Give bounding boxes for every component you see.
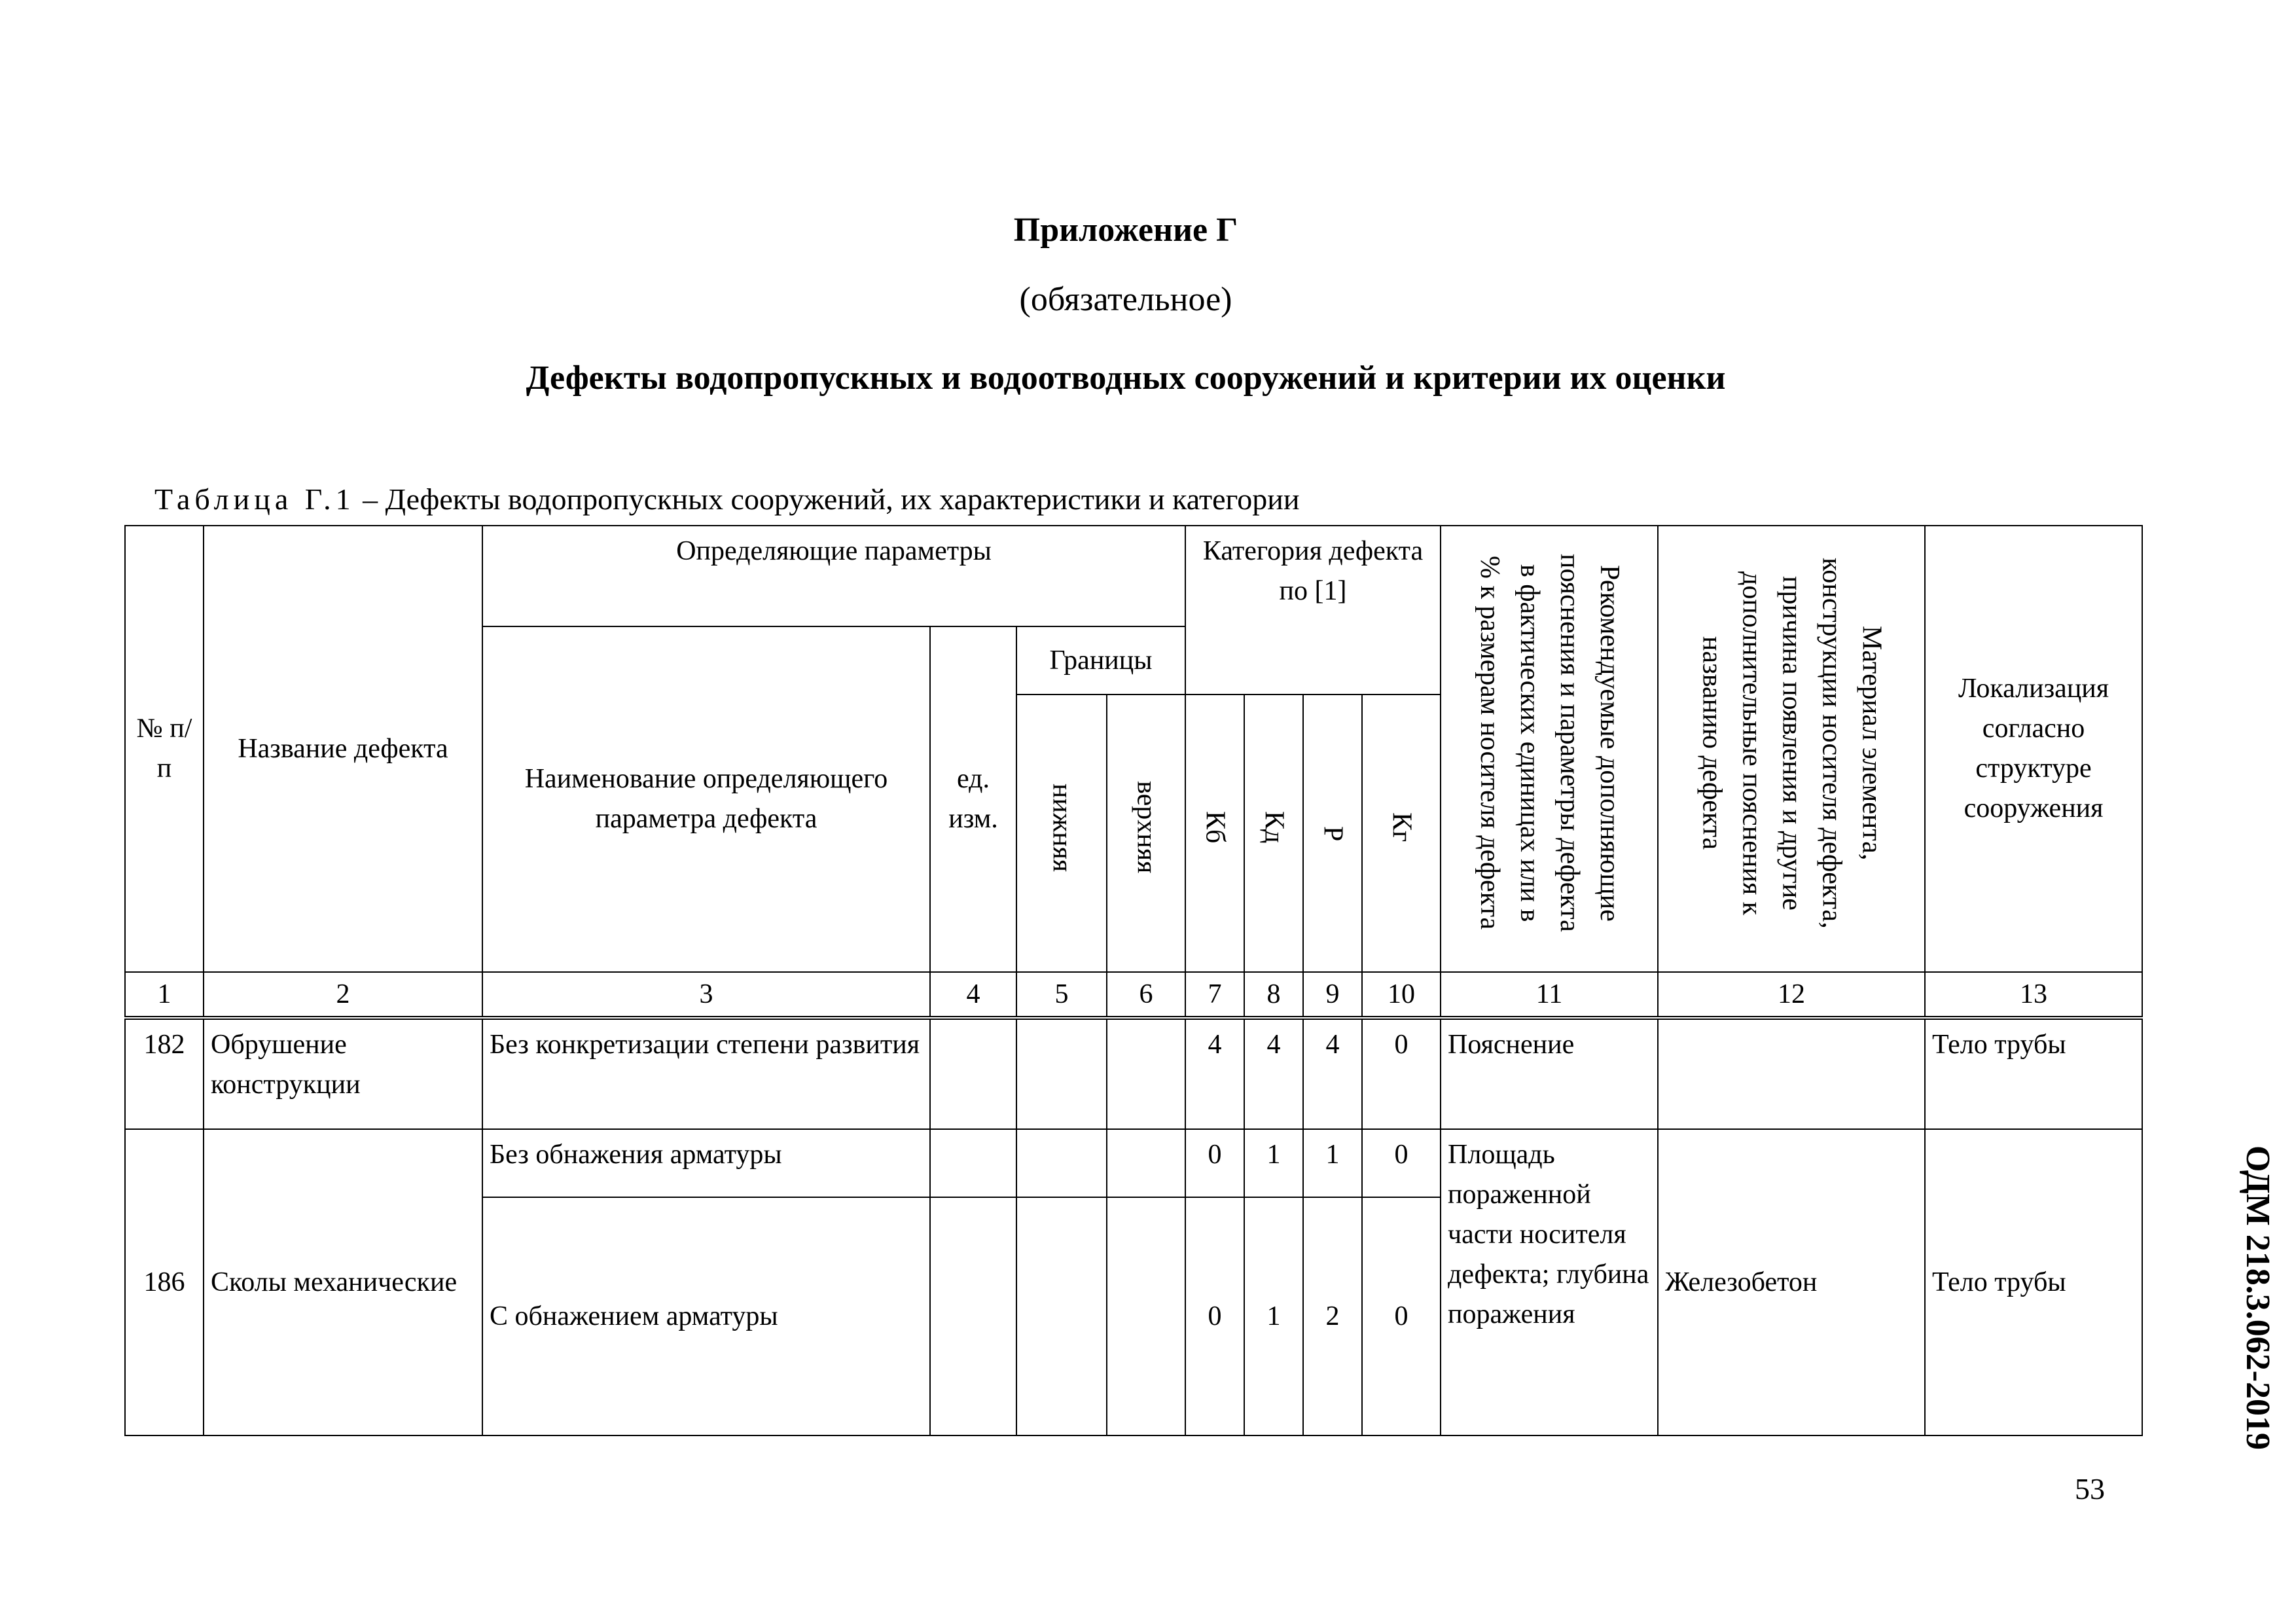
cell-num: 186 bbox=[125, 1129, 204, 1435]
section-title: Дефекты водопропускных и водоотводных сооружений и критерии их оценки bbox=[526, 359, 1726, 397]
header-material bbox=[1658, 526, 1925, 972]
column-number: 3 bbox=[482, 972, 930, 1018]
cell-note: Площадь пораженной части носителя дефекта; глубина поражения bbox=[1441, 1129, 1658, 1435]
column-number: 7 bbox=[1185, 972, 1244, 1018]
table-row bbox=[125, 1018, 2142, 1129]
cell-r: 2 bbox=[1303, 1197, 1362, 1435]
cell-localization: Тело трубы bbox=[1925, 1129, 2142, 1435]
cell-unit bbox=[930, 1018, 1016, 1129]
table-caption bbox=[154, 482, 1300, 516]
cell-upper bbox=[1107, 1197, 1185, 1435]
column-number: 2 bbox=[204, 972, 482, 1018]
header-localization: Локализация согласно структуре сооружения bbox=[1925, 526, 2142, 972]
table-row bbox=[125, 1129, 2142, 1197]
column-number-row bbox=[125, 972, 2142, 1018]
header-kg bbox=[1362, 695, 1441, 972]
header-upper-text: верхняя bbox=[1131, 781, 1162, 874]
column-number: 6 bbox=[1107, 972, 1185, 1018]
cell-param: С обнажением арматуры bbox=[482, 1197, 930, 1435]
column-number: 12 bbox=[1658, 972, 1925, 1018]
cell-num: 182 bbox=[125, 1018, 204, 1129]
header-unit: ед. изм. bbox=[930, 626, 1016, 972]
cell-material bbox=[1658, 1018, 1925, 1129]
document-code: ОДМ 218.3.062-2019 bbox=[2239, 1146, 2276, 1451]
defects-table bbox=[124, 525, 2143, 1436]
header-r bbox=[1303, 695, 1362, 972]
header-category: Категория дефекта по [1] bbox=[1185, 526, 1441, 695]
page-subtitle: (обязательное) bbox=[1019, 281, 1232, 318]
column-number: 10 bbox=[1362, 972, 1441, 1018]
header-lower bbox=[1016, 695, 1107, 972]
cell-name: Сколы механические bbox=[204, 1129, 482, 1435]
cell-unit bbox=[930, 1129, 1016, 1197]
cell-name: Обрушение конструкции bbox=[204, 1018, 482, 1129]
column-number: 13 bbox=[1925, 972, 2142, 1018]
cell-upper bbox=[1107, 1018, 1185, 1129]
column-number: 8 bbox=[1244, 972, 1303, 1018]
cell-r: 4 bbox=[1303, 1018, 1362, 1129]
header-kb bbox=[1185, 695, 1244, 972]
cell-kg: 0 bbox=[1362, 1197, 1441, 1435]
cell-localization: Тело трубы bbox=[1925, 1018, 2142, 1129]
header-bounds: Границы bbox=[1016, 626, 1185, 695]
cell-lower bbox=[1016, 1197, 1107, 1435]
cell-kd: 1 bbox=[1244, 1197, 1303, 1435]
header-kb-text: Кб bbox=[1200, 811, 1230, 844]
header-num: № п/п bbox=[125, 526, 204, 972]
header-row-1 bbox=[125, 526, 2142, 626]
column-number: 11 bbox=[1441, 972, 1658, 1018]
cell-kb: 0 bbox=[1185, 1129, 1244, 1197]
cell-material: Железобетон bbox=[1658, 1129, 1925, 1435]
cell-param: Без обнажения арматуры bbox=[482, 1129, 930, 1197]
header-param-name: Наименование определяющего параметра дефекта bbox=[482, 626, 930, 972]
cell-lower bbox=[1016, 1129, 1107, 1197]
header-recommended-text: Рекомендуемые дополняющие пояснения и параметры дефекта в фактических единицах или в % к размерам носителя дефекта bbox=[1475, 554, 1624, 932]
header-params: Определяющие параметры bbox=[482, 526, 1185, 626]
cell-lower bbox=[1016, 1018, 1107, 1129]
header-kd-text: Кд bbox=[1259, 811, 1289, 844]
header-name: Название дефекта bbox=[204, 526, 482, 972]
header-recommended bbox=[1441, 526, 1658, 972]
table-caption-text: – Дефекты водопропускных сооружений, их характеристики и категории bbox=[355, 482, 1300, 516]
header-r-text: Р bbox=[1318, 826, 1348, 842]
header-upper bbox=[1107, 695, 1185, 972]
cell-r: 1 bbox=[1303, 1129, 1362, 1197]
cell-kb: 4 bbox=[1185, 1018, 1244, 1129]
cell-kd: 1 bbox=[1244, 1129, 1303, 1197]
header-material-text: Материал элемента, конструкции носителя дефекта, причина появления и другие дополнительные пояснения к названию дефекта bbox=[1696, 557, 1887, 929]
table-caption-prefix: Таблица Г.1 bbox=[154, 482, 355, 516]
column-number: 1 bbox=[125, 972, 204, 1018]
cell-unit bbox=[930, 1197, 1016, 1435]
header-lower-text: нижняя bbox=[1047, 783, 1077, 872]
cell-param: Без конкретизации степени развития bbox=[482, 1018, 930, 1129]
column-number: 9 bbox=[1303, 972, 1362, 1018]
cell-kb: 0 bbox=[1185, 1197, 1244, 1435]
page-title: Приложение Г bbox=[1013, 211, 1238, 249]
column-number: 5 bbox=[1016, 972, 1107, 1018]
cell-kg: 0 bbox=[1362, 1018, 1441, 1129]
header-kd bbox=[1244, 695, 1303, 972]
cell-kd: 4 bbox=[1244, 1018, 1303, 1129]
cell-upper bbox=[1107, 1129, 1185, 1197]
cell-kg: 0 bbox=[1362, 1129, 1441, 1197]
cell-note: Пояснение bbox=[1441, 1018, 1658, 1129]
page-number: 53 bbox=[2075, 1472, 2105, 1506]
column-number: 4 bbox=[930, 972, 1016, 1018]
header-kg-text: Кг bbox=[1386, 812, 1417, 842]
